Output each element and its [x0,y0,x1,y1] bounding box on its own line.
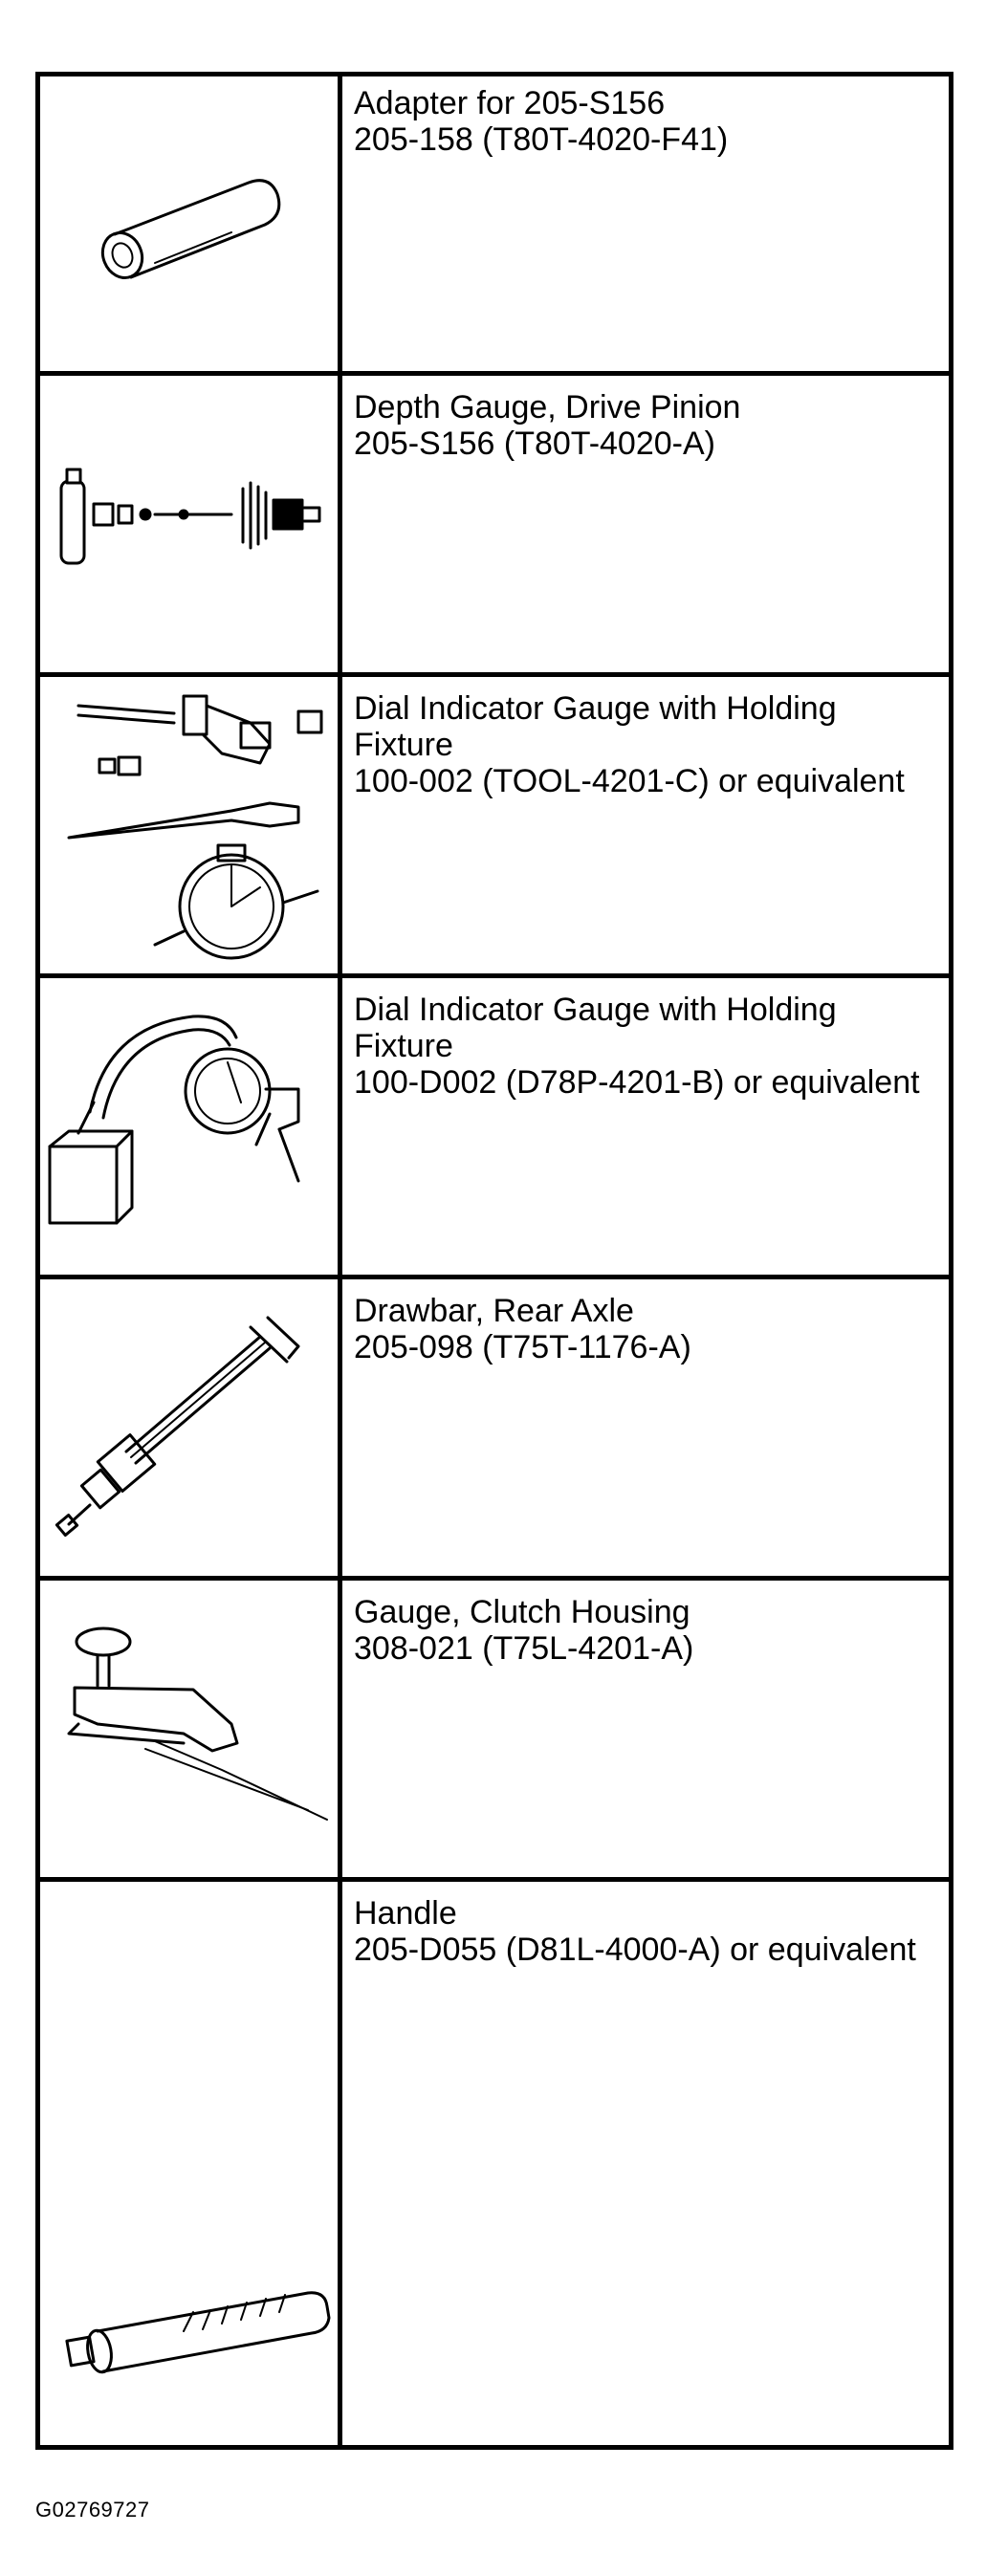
table-row [35,72,953,371]
tool-name: Depth Gauge, Drive Pinion [354,389,741,426]
table-row [35,1279,953,1576]
figure-id: G02769727 [35,2498,150,2521]
dial-indicator-fixture-icon [40,677,338,973]
tool-name: Dial Indicator Gauge with Holding Fixture [354,690,837,763]
tool-description-cell [354,85,942,158]
tool-name: Gauge, Clutch Housing [354,1594,690,1630]
tool-description-cell [354,992,942,1101]
table-row [35,978,953,1275]
tool-name: Dial Indicator Gauge with Holding Fixture [354,992,837,1064]
tool-illustration-cell [40,677,338,973]
table-row [35,677,953,973]
tool-name: Adapter for 205-S156 [354,85,666,121]
tool-illustration-cell [40,1279,338,1576]
tool-description-cell [354,1293,942,1365]
clutch-housing-gauge-icon [40,1581,338,1877]
tool-description-cell [354,1594,942,1667]
tool-number: 205-098 (T75T-1176-A) [354,1329,691,1365]
handle-icon [40,1882,338,2450]
tool-illustration-cell [40,72,338,371]
tool-illustration-cell [40,978,338,1275]
tool-description-cell [354,1895,942,1968]
drawbar-icon [40,1279,338,1576]
table-row [35,1581,953,1877]
tool-number: 205-D055 (D81L-4000-A) or equivalent [354,1932,916,1968]
tool-number: 205-S156 (T80T-4020-A) [354,426,715,462]
tool-number: 205-158 (T80T-4020-F41) [354,121,729,158]
table-row [35,376,953,672]
tool-illustration-cell [40,1581,338,1877]
tool-number: 100-D002 (D78P-4201-B) or equivalent [354,1064,920,1101]
tool-illustration-cell [40,1882,338,2450]
tool-name: Handle [354,1895,457,1932]
table-row [35,1882,953,2450]
tool-number: 308-021 (T75L-4201-A) [354,1630,694,1667]
depth-gauge-icon [40,376,338,672]
adapter-tube-icon [40,72,338,371]
tool-number: 100-002 (TOOL-4201-C) or equivalent [354,763,905,799]
tool-illustration-cell [40,376,338,672]
tool-name: Drawbar, Rear Axle [354,1293,634,1329]
special-tools-table [35,72,953,2450]
magnetic-dial-indicator-icon [40,978,338,1275]
tool-description-cell [354,690,942,799]
tool-description-cell [354,389,942,462]
